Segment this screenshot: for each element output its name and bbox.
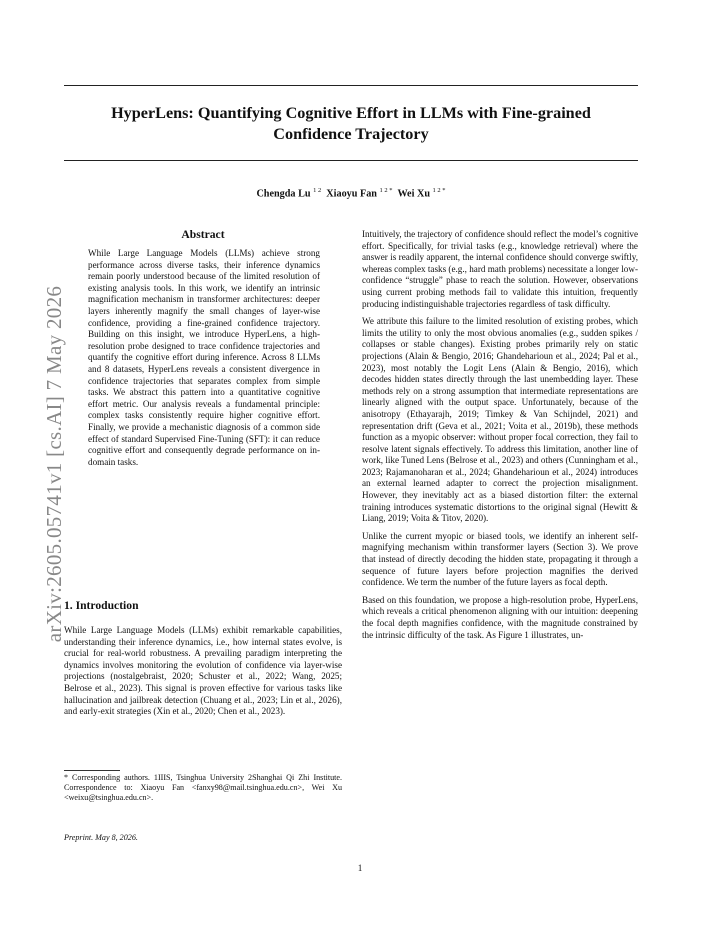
body-paragraph: Intuitively, the trajectory of confidence should reflect the model’s cognitive effort. Specifically, for trivial tasks (e.g., knowledge retrieval) where the answer is readily apparent, the internal confidence should converge swiftly, whereas complex tasks (e.g., hard math problems) necessitate a longer low-confidence “struggle” phase to reach the solution. However, observations using current probing methods fail to validate this intuition, frequently producing indistinguishable trajectories regardless of task difficulty.	[362, 229, 638, 309]
abstract-heading: Abstract	[181, 228, 225, 241]
footnote-rule	[64, 770, 120, 771]
intro-column	[64, 625, 342, 724]
page-number: 1	[357, 863, 363, 873]
body-paragraph: Unlike the current myopic or biased tools, we identify an inherent self-magnifying mechanism within transformer layers (Section 3). We prove that instead of directly decoding the hidden state, propagating it through a sequence of future layers before projection magnifies the derived confidence. We term the number of the future layers as focal depth.	[362, 530, 638, 588]
section-heading-introduction: 1. Introduction	[64, 599, 139, 612]
author-name: Wei Xu	[397, 188, 430, 200]
abstract-text: While Large Language Models (LLMs) achieve strong performance across diverse tasks, their inference dynamics remain poorly understood because of the limited resolution of existing analysis tools. In this work, we identify an intrinsic magnification mechanism in transformer architectures: deeper layers inherently magnify the small changes of layer-wise confidence, providing a fine-grained confidence trajectory. Building on this insight, we introduce HyperLens, a high-resolution probe designed to trace confidence trajectories and quantify the cognitive effort during inference. Across 8 LLMs and 8 datasets, HyperLens reveals a consistent divergence in confidence trajectories that separates complex from simple tasks. We abstract this pattern into a quantitative cognitive effort metric. Our analysis reveals a fundamental principle: complex tasks consistently require higher cognitive effort. Finally, we provide a mechanistic diagnosis of a common side effect of standard Supervised Fine-Tuning (SFT): it can reduce cognitive effort and consequently degrade performance on in-domain tasks.	[88, 248, 320, 467]
author-affiliation: 1 2	[313, 187, 322, 194]
body-paragraph: We attribute this failure to the limited resolution of existing probes, which limits the utility to only the most obvious anomalies (e.g., sudden spikes / collapses or stable changes). Existing probes primarily rely on static projections (Alain & Bengio, 2016; Ghandeharioun et al., 2024; Pal et al., 2023), most notably the Logit Lens (Alain & Bengio, 2016), which decodes hidden states directly through the last unembedding layer. These methods rely on a strong assumption that intermediate representations are linearly aligned with the output space. Unfortunately, because of the anisotropy (Ethayarajh, 2019; Timkey & Van Schijndel, 2021) and representation drift (Geva et al., 2021; Voita et al., 2019b), these methods function as a myopic observer: without proper focal correction, they fail to resolve latent signals effectively. To address this limitation, another line of work, like Tuned Lens (Belrose et al., 2023) and others (Cunningham et al., 2023; Rajamanoharan et al., 2024; Ghandeharioun et al., 2024) introduces an external learned adapter to correct the projection misalignment. However, they inevitably act as a biased distortion filter: the external training introduces systematic distortions to the original signal (Hewitt & Liang, 2019; Voita & Titov, 2020).	[362, 316, 638, 524]
right-column	[362, 229, 638, 647]
title-line-1: HyperLens: Quantifying Cognitive Effort in LLMs with Fine-grained	[111, 104, 591, 122]
author-name: Xiaoyu Fan	[326, 188, 377, 200]
footnote: * Corresponding authors. 1IIIS, Tsinghua University 2Shanghai Qi Zhi Institute. Correspondence to: Xiaoyu Fan <fanxy98@mail.tsinghua.edu.cn>, Wei Xu <weixu@tsinghua.edu.cn>.	[64, 773, 342, 802]
preprint-notice: Preprint. May 8, 2026.	[64, 833, 138, 842]
author-list	[64, 187, 638, 199]
body-paragraph: Based on this foundation, we propose a high-resolution probe, HyperLens, which reveals a critical phenomenon aligning with our intuition: deepening the focal depth magnifies confidence, with the magnitude constrained by the intrinsic difficulty of the task. As Figure 1 illustrates, un-	[362, 594, 638, 640]
arxiv-identifier: arXiv:2605.05741v1 [cs.AI] 7 May 2026	[42, 285, 66, 643]
title-line-2: Confidence Trajectory	[273, 125, 429, 143]
intro-paragraph: While Large Language Models (LLMs) exhibit remarkable capabilities, understanding their inference dynamics, i.e., how internal states evolve, is crucial for real-world robustness. A prevailing paradigm interpreting the dynamics involves monitoring the evolution of confidence via layer-wise projections (nostalgebraist, 2020; Schuster et al., 2022; Wang, 2025; Belrose et al., 2023). This signal is proven effective for various tasks like hallucination and jailbreak detection (Chuang et al., 2023; Lin et al., 2026), and early-exit strategies (Xin et al., 2020; Chen et al., 2023).	[64, 625, 342, 717]
paper-title	[64, 103, 638, 145]
author-affiliation: 1 2 *	[379, 187, 393, 194]
title-bottom-rule	[64, 160, 638, 161]
author-name: Chengda Lu	[256, 188, 311, 200]
author-affiliation: 1 2 *	[432, 187, 446, 194]
title-top-rule	[64, 85, 638, 86]
